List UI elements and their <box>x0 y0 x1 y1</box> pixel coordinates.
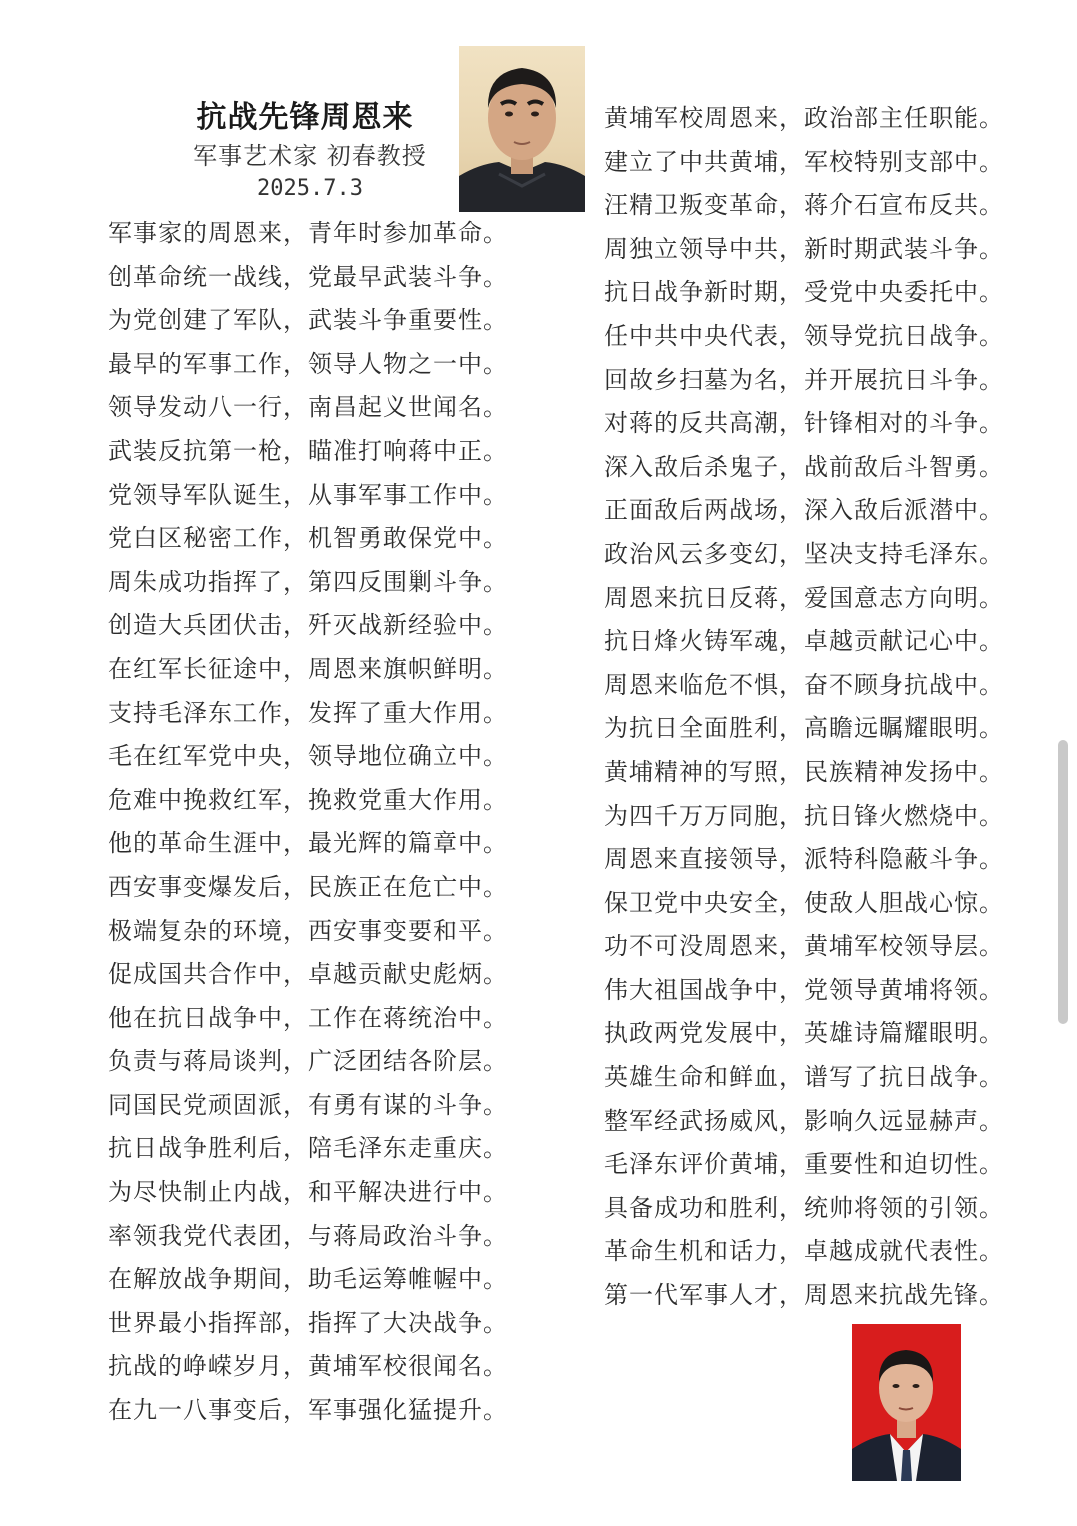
poem-line: 创造大兵团伏击，歼灭战新经验中。 <box>108 611 508 640</box>
poem-line: 在解放战争期间，助毛运筹帷幄中。 <box>108 1265 508 1294</box>
poem-line: 周恩来直接领导，派特科隐蔽斗争。 <box>604 845 1004 874</box>
poem-line: 抗日战争胜利后，陪毛泽东走重庆。 <box>108 1134 508 1163</box>
poem-line: 政治风云多变幻，坚决支持毛泽东。 <box>604 539 1004 568</box>
poem-line: 保卫党中央安全，使敌人胆战心惊。 <box>604 888 1004 917</box>
poem-line: 他的革命生涯中，最光辉的篇章中。 <box>108 829 508 858</box>
poem-line: 周独立领导中共，新时期武装斗争。 <box>604 234 1004 263</box>
poem-line: 整军经武扬威风，影响久远显赫声。 <box>604 1106 1004 1135</box>
poem-line: 汪精卫叛变革命，蒋介石宣布反共。 <box>604 191 1004 220</box>
portrait-illustration <box>459 46 585 212</box>
poem-line: 毛泽东评价黄埔，重要性和迫切性。 <box>604 1150 1004 1179</box>
poem-line: 革命生机和话力，卓越成就代表性。 <box>604 1237 1004 1266</box>
poem-line: 建立了中共黄埔，军校特别支部中。 <box>604 147 1004 176</box>
poem-line: 正面敌后两战场，深入敌后派潜中。 <box>604 496 1004 525</box>
poem-line: 周恩来临危不惧，奋不顾身抗战中。 <box>604 670 1004 699</box>
poem-line: 西安事变爆发后，民族正在危亡中。 <box>108 872 508 901</box>
poem-line: 为四千万万同胞，抗日锋火燃烧中。 <box>604 801 1004 830</box>
poem-line: 黄埔精神的写照，民族精神发扬中。 <box>604 757 1004 786</box>
poem-line: 周朱成功指挥了，第四反围剿斗争。 <box>108 567 508 596</box>
poem-line: 英雄生命和鲜血，谱写了抗日战争。 <box>604 1063 1004 1092</box>
poem-line: 黄埔军校周恩来，政治部主任职能。 <box>604 104 1004 132</box>
poem-line: 负责与蒋局谈判，广泛团结各阶层。 <box>108 1047 508 1076</box>
poem-line: 伟大祖国战争中，党领导黄埔将领。 <box>604 975 1004 1004</box>
poem-line: 最早的军事工作，领导人物之一中。 <box>108 349 508 378</box>
poem-line: 抗日烽火铸军魂，卓越贡献记心中。 <box>604 627 1004 656</box>
poem-line: 周恩来抗日反蒋，爱国意志方向明。 <box>604 583 1004 612</box>
poem-line: 领导发动八一行，南昌起义世闻名。 <box>108 393 508 422</box>
poem-line: 在九一八事变后，军事强化猛提升。 <box>108 1396 508 1425</box>
scrollbar-thumb[interactable] <box>1058 740 1068 1024</box>
poem-line: 抗战的峥嵘岁月，黄埔军校很闻名。 <box>108 1352 508 1381</box>
poem-line: 为抗日全面胜利，高瞻远瞩耀眼明。 <box>604 714 1004 743</box>
poem-line: 党领导军队诞生，从事军事工作中。 <box>108 480 508 509</box>
poem-date: 2025.7.3 <box>257 176 363 201</box>
poem-line: 支持毛泽东工作，发挥了重大作用。 <box>108 698 508 727</box>
poem-line: 具备成功和胜利，统帅将领的引领。 <box>604 1193 1004 1222</box>
poem-line: 极端复杂的环境，西安事变要和平。 <box>108 916 508 945</box>
poem-line: 第一代军事人才，周恩来抗战先锋。 <box>604 1281 1004 1310</box>
author-photo <box>852 1324 961 1481</box>
poem-line: 为尽快制止内战，和平解决进行中。 <box>108 1178 508 1207</box>
poem-line: 率领我党代表团，与蒋局政治斗争。 <box>108 1221 508 1250</box>
poem-title: 抗战先锋周恩来 <box>196 100 414 135</box>
poem-line: 他在抗日战争中，工作在蒋统治中。 <box>108 1003 508 1032</box>
poem-line: 创革命统一战线，党最早武装斗争。 <box>108 262 508 291</box>
poem-line: 世界最小指挥部，指挥了大决战争。 <box>108 1308 508 1337</box>
author-photo-illustration <box>852 1324 961 1481</box>
poem-line: 党白区秘密工作，机智勇敢保党中。 <box>108 524 508 553</box>
poem-line: 武装反抗第一枪，瞄准打响蒋中正。 <box>108 436 508 465</box>
poem-line: 同国民党顽固派，有勇有谋的斗争。 <box>108 1090 508 1119</box>
poem-line: 毛在红军党中央，领导地位确立中。 <box>108 742 508 771</box>
poem-line: 执政两党发展中，英雄诗篇耀眼明。 <box>604 1019 1004 1048</box>
poem-line: 为党创建了军队，武装斗争重要性。 <box>108 306 508 335</box>
poem-column-right <box>604 97 1004 1318</box>
poem-line: 任中共中央代表，领导党抗日战争。 <box>604 321 1004 350</box>
poem-line: 深入敌后杀鬼子，战前敌后斗智勇。 <box>604 452 1004 481</box>
poem-line: 军事家的周恩来，青年时参加革命。 <box>108 219 508 247</box>
poem-line: 危难中挽救红军，挽救党重大作用。 <box>108 785 508 814</box>
portrait-photo <box>459 46 585 212</box>
poem-line: 回故乡扫墓为名，并开展抗日斗争。 <box>604 365 1004 394</box>
author-line: 军事艺术家 初春教授 <box>193 142 427 170</box>
poem-column-left <box>108 212 508 1433</box>
poem-line: 在红军长征途中，周恩来旗帜鲜明。 <box>108 654 508 683</box>
poem-line: 促成国共合作中，卓越贡献史彪炳。 <box>108 960 508 989</box>
poem-line: 对蒋的反共高潮，针锋相对的斗争。 <box>604 409 1004 438</box>
poem-line: 功不可没周恩来，黄埔军校领导层。 <box>604 932 1004 961</box>
poem-line: 抗日战争新时期，受党中央委托中。 <box>604 278 1004 307</box>
